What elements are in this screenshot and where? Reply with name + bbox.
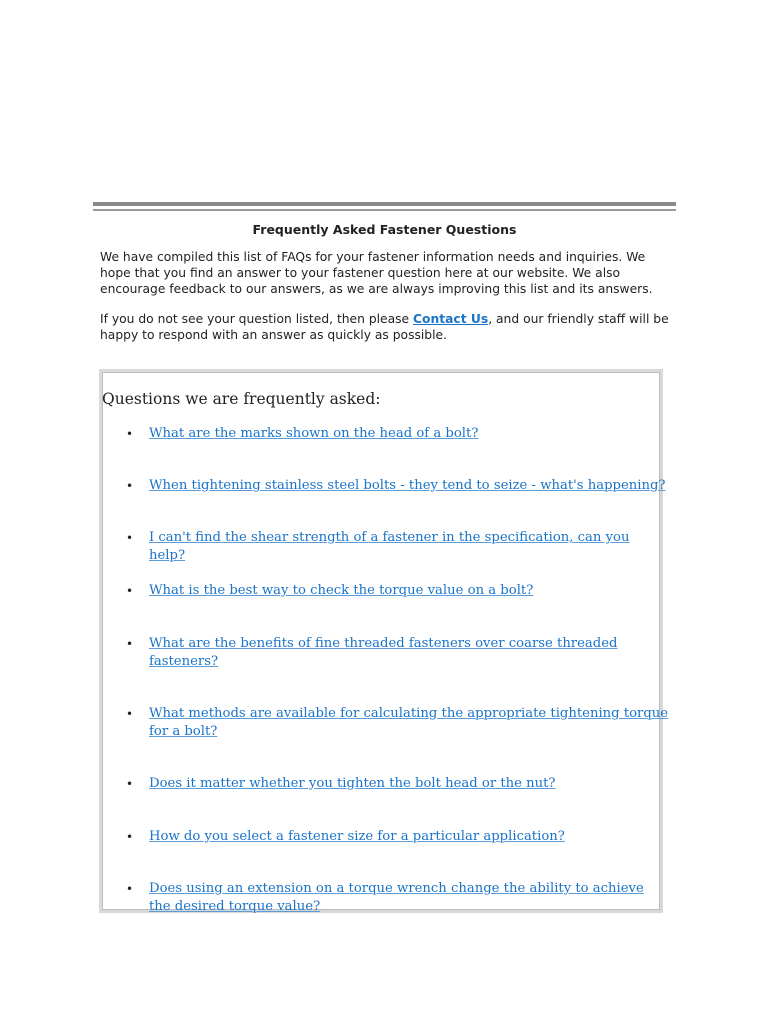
- contact-us-link[interactable]: Contact Us: [413, 312, 489, 326]
- contact-text-after: , and our friendly staff will be happy to respond with an answer as quickly as possible.: [100, 312, 669, 342]
- bullet-icon: •: [126, 882, 134, 896]
- bullet-icon: •: [126, 427, 134, 441]
- list-item: [103, 705, 669, 741]
- faq-box: [99, 369, 669, 914]
- faq-link[interactable]: What is the best way to check the torque value on a bolt?: [149, 583, 534, 598]
- top-rule-thin: [93, 209, 676, 211]
- list-item: [103, 828, 669, 846]
- page-title: Frequently Asked Fastener Questions: [252, 222, 517, 237]
- faq-link[interactable]: I can't find the shear strength of a fastener in the specification, can you help?: [149, 530, 630, 563]
- list-item: [103, 635, 669, 671]
- bullet-icon: •: [126, 637, 134, 651]
- intro-paragraph: We have compiled this list of FAQs for your fastener information needs and inquiries. We hope that you find an answer to your fastener question here at our website. We also encourage feedback to our answers, as we are always improving this list and its answers.: [100, 250, 653, 296]
- list-item: [103, 880, 669, 916]
- faq-link[interactable]: Does it matter whether you tighten the bolt head or the nut?: [149, 776, 556, 791]
- top-rule: [93, 202, 676, 206]
- list-item: [103, 582, 669, 600]
- faq-link[interactable]: What are the marks shown on the head of a bolt?: [149, 426, 479, 441]
- faq-box-inner: [102, 372, 669, 914]
- list-item: [103, 477, 669, 495]
- faq-link[interactable]: How do you select a fastener size for a particular application?: [149, 829, 565, 844]
- list-item: [103, 529, 669, 565]
- faq-link[interactable]: What methods are available for calculating the appropriate tightening torque for a bolt?: [149, 706, 669, 739]
- bullet-icon: •: [126, 707, 134, 721]
- bullet-icon: •: [126, 479, 134, 493]
- faq-page: [93, 202, 676, 914]
- list-item: [103, 425, 669, 443]
- list-item: [103, 775, 669, 793]
- bullet-icon: •: [126, 531, 134, 545]
- faq-link[interactable]: What are the benefits of fine threaded fasteners over coarse threaded fasteners?: [149, 636, 618, 669]
- bullet-icon: •: [126, 830, 134, 844]
- bullet-icon: •: [126, 584, 134, 598]
- bullet-icon: •: [126, 777, 134, 791]
- contact-paragraph: [100, 311, 672, 343]
- faq-link[interactable]: Does using an extension on a torque wrench change the ability to achieve the desired torque value?: [149, 881, 644, 914]
- faq-heading: Questions we are frequently asked:: [102, 390, 381, 408]
- contact-text-before: If you do not see your question listed, then please: [100, 312, 414, 326]
- faq-link[interactable]: When tightening stainless steel bolts - they tend to seize - what's happening?: [149, 478, 666, 493]
